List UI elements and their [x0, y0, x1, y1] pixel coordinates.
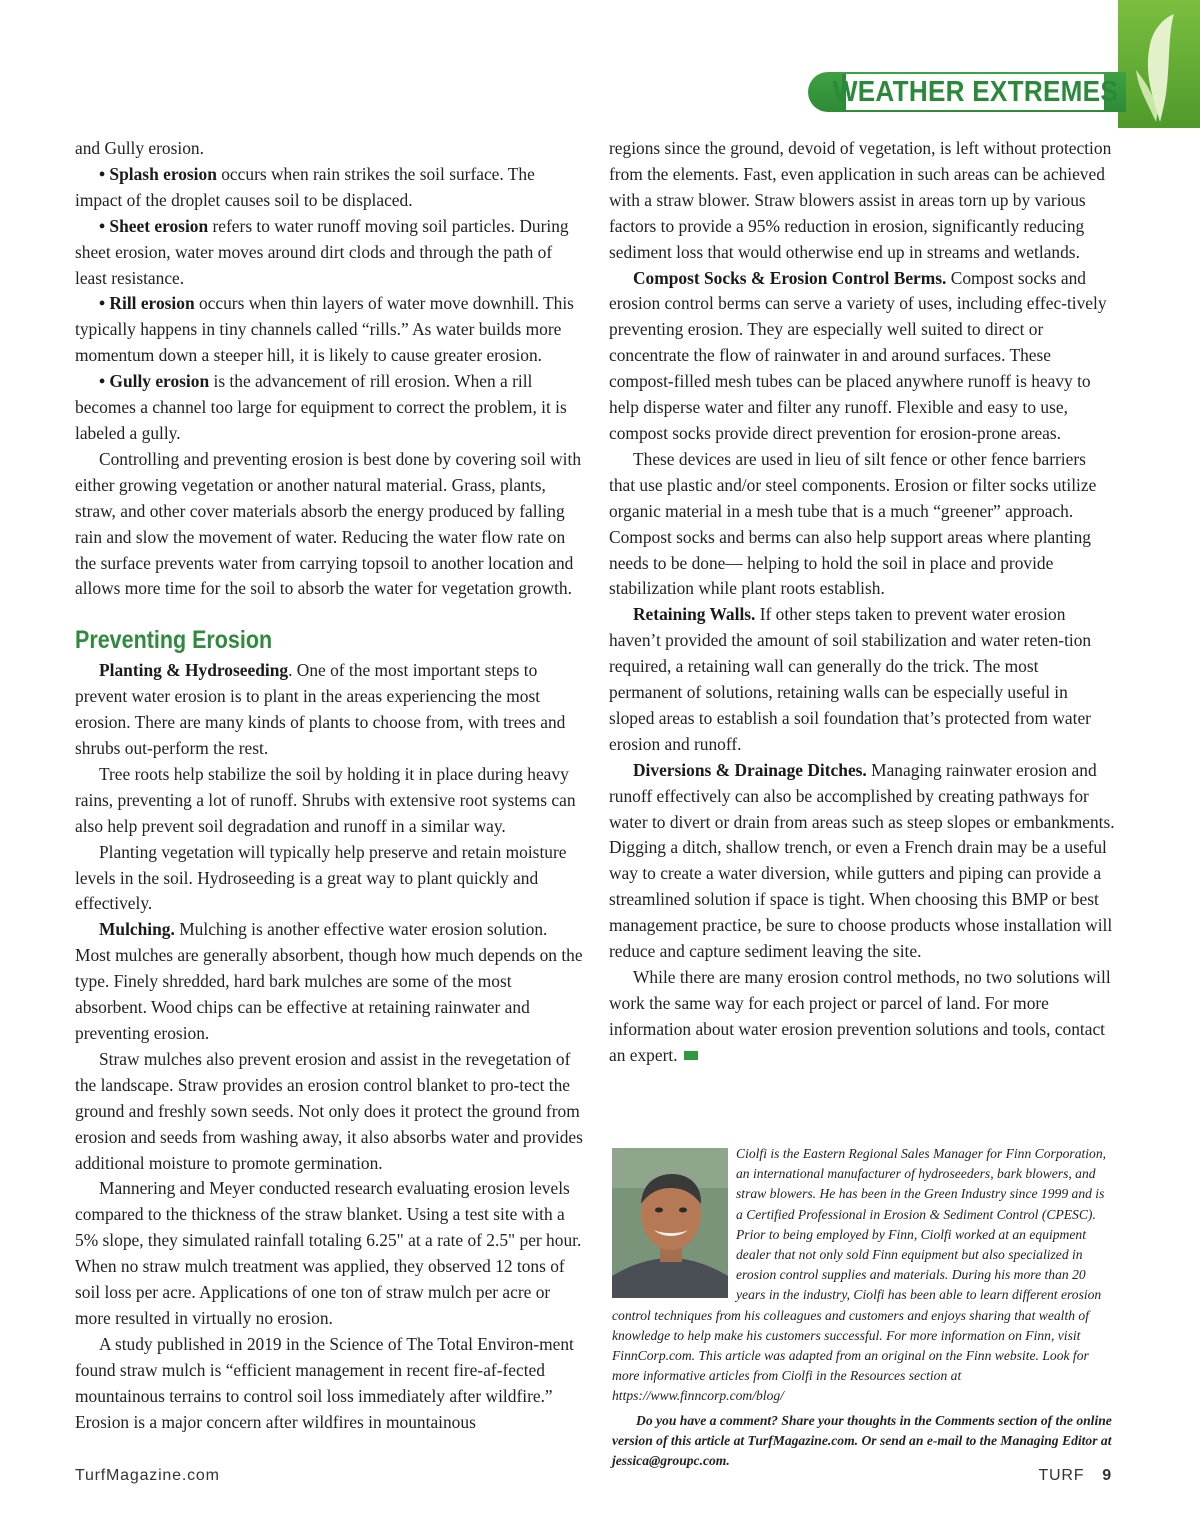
term-retaining-walls: Retaining Walls. — [633, 604, 756, 625]
term-sheet-erosion: • Sheet erosion — [99, 215, 209, 236]
paragraph: and Gully erosion. — [75, 138, 204, 158]
footer-magazine: TURF — [1038, 1467, 1085, 1484]
paragraph-planting — [75, 658, 583, 762]
paragraph-text: . One of the most important steps to prevent water erosion is to plant in the areas experiencing the most erosion. There are many kinds of plants to choose from, with trees and shrubs out-perform the rest. — [75, 660, 566, 759]
author-portrait-icon — [612, 1148, 728, 1298]
paragraph: regions since the ground, devoid of vegetation, is left without protection from the elements. Fast, even application in such areas can be achieved with a straw blower. Straw blowers assist in areas torn up by various factors to provide a 95% reduction in erosion, significantly reducing sediment loss that would otherwise end up in streams and wetlands. — [609, 138, 1112, 262]
term-splash-erosion: • Splash erosion — [99, 163, 217, 184]
paragraph: These devices are used in lieu of silt fence or other fence barriers that use plastic and/or steel components. Erosion or filter socks utilize organic material in a mesh tube that is a much “greener” approach. Compost socks and berms can also help support areas where planting needs to be done— helping to hold the soil in place and provide stabilization while plant roots establish. — [609, 448, 1097, 599]
paragraph: Planting vegetation will typically help preserve and retain moisture levels in the soil. Hydroseeding is a great way to plant quickly and effectively. — [75, 841, 567, 914]
paragraph-text: Compost socks and erosion control berms can serve a variety of uses, including effec-tively preventing erosion. They are especially well suited to direct or concentrate the flow of rainwater in and around surfaces. These compost-filled mesh tubes can be placed anywhere runoff is heavy to help disperse water and filter any runoff. Flexible and easy to use, compost socks provide direct prevention for erosion-prone areas. — [609, 267, 1107, 443]
paragraph-mulching — [75, 917, 583, 1047]
paragraph: Straw mulches also prevent erosion and assist in the revegetation of the landscape. Straw provides an erosion control blanket to pro-tect the ground and freshly sown seeds. Not only does it protect the ground from erosion and seeds from washing away, it also absorbs water and provides additional moisture to promote germination. — [75, 1048, 583, 1173]
bullet-rill-erosion — [75, 291, 583, 369]
bullet-text: refers to water runoff moving soil particles. During sheet erosion, water moves around dirt clods and through the path of least resistance. — [75, 215, 569, 288]
bullet-gully-erosion — [75, 369, 583, 447]
leaf-icon — [1130, 14, 1186, 124]
section-banner — [800, 0, 1200, 130]
paragraph: Mannering and Meyer conducted research evaluating erosion levels compared to the thickness of the straw blanket. Using a test site with a 5% slope, they simulated rainfall totaling 6.25" at a rate of 2.5" per hour. When no straw mulch treatment was applied, they observed 12 tons of soil loss per acre. Applications of one ton of straw mulch per acre or more resulted in virtually no erosion. — [75, 1178, 582, 1328]
author-bio — [612, 1144, 1112, 1471]
paragraph: Controlling and preventing erosion is best done by covering soil with either growing vegetation or another natural material. Grass, plants, straw, and other cover materials absorb the energy produced by falling rain and slow the movement of water. Reducing the water flow rate on the surface prevents water from carrying topsoil to another location and allows more time for the soil to absorb the water for vegetation growth. — [75, 448, 582, 599]
term-compost-socks: Compost Socks & Erosion Control Berms. — [633, 267, 947, 288]
left-column — [75, 136, 583, 1436]
bullet-text: occurs when rain strikes the soil surface. The impact of the droplet causes soil to be displaced. — [75, 163, 535, 210]
comment-prompt: Do you have a comment? Share your thoughts in the Comments section of the online version of this article at TurfMagazine.com. Or send an e-mail to the Managing Editor at jessica@groupc.com. — [612, 1412, 1112, 1469]
bullet-text: is the advancement of rill erosion. When a rill becomes a channel too large for equipment to correct the problem, it is labeled a gully. — [75, 371, 567, 443]
term-mulching: Mulching. — [99, 919, 175, 940]
bullet-splash-erosion — [75, 162, 583, 214]
paragraph-text: While there are many erosion control methods, no two solutions will work the same way for each project or parcel of land. For more information about water erosion prevention solutions and tools, contact an expert. — [609, 967, 1111, 1065]
footer-site: TurfMagazine.com — [75, 1467, 220, 1484]
term-rill-erosion: • Rill erosion — [99, 293, 195, 314]
section-title: WEATHER EXTREMES — [832, 75, 1118, 108]
paragraph-closing — [609, 965, 1115, 1069]
paragraph-text: Managing rainwater erosion and runoff effectively can also be accomplished by creating pathways for water to divert or drain from areas such as steep slopes or embankments. Digging a ditch, shallow trench, or even a French drain may be a useful way to create a water diversion, while gutters and piping can provide a streamlined solution if space is tight. When choosing this BMP or best management practice, be sure to choose products whose installation will reduce and capture sediment leaving the site. — [609, 759, 1115, 962]
paragraph: Tree roots help stabilize the soil by holding it in place during heavy rains, preventing a lot of runoff. Shrubs with extensive root systems can also help prevent soil degradation and runoff in a similar way. — [75, 763, 576, 836]
paragraph: A study published in 2019 in the Science of The Total Environ-ment found straw mulch is “efficient management in recent fire-af-fected mountainous terrains to control soil loss immediately after wildfire.” Erosion is a major concern after wildfires in mountainous — [75, 1333, 574, 1432]
subheading-preventing-erosion: Preventing Erosion — [75, 626, 273, 655]
paragraph-text: If other steps taken to prevent water erosion haven’t provided the amount of soil stabilization and water reten-tion required, a retaining wall can generally do the trick. The most permanent of solutions, retaining walls can be especially useful in sloped areas to establish a soil foundation that’s protected from water erosion and runoff. — [609, 604, 1092, 754]
bullet-sheet-erosion — [75, 214, 583, 292]
paragraph-diversions — [609, 758, 1115, 965]
page-number: 9 — [1102, 1467, 1112, 1484]
paragraph-compost-socks — [609, 266, 1115, 447]
paragraph-text: Mulching is another effective water erosion solution. Most mulches are generally absorbent, though how much depends on the type. Finely shredded, hard bark mulches are some of the most absorbent. Wood chips can be effective at retaining rainwater and preventing erosion. — [75, 919, 583, 1043]
term-planting-hydroseeding: Planting & Hydroseeding — [99, 660, 289, 681]
end-mark-icon — [684, 1051, 698, 1060]
bullet-text: occurs when thin layers of water move downhill. This typically happens in tiny channels called “rills.” As water builds more momentum down a steeper hill, it is likely to cause greater erosion. — [75, 293, 574, 366]
paragraph-retaining-walls — [609, 602, 1115, 757]
term-diversions-drainage: Diversions & Drainage Ditches. — [633, 759, 867, 780]
author-photo — [612, 1148, 728, 1298]
bio-text: Ciolfi is the Eastern Regional Sales Manager for Finn Corporation, an international manufacturer of hydroseeders, bark blowers, and straw blowers. He has been in the Green Industry since 1999 and is a Certified Professional in Erosion & Sediment Control (CPESC). Prior to being employed by Finn, Ciolfi worked at an equipment dealer that not only sold Finn equipment but also specialized in erosion control supplies and materials. During his more than 20 years in the industry, Ciolfi has been able to learn different erosion control techniques from his colleagues and customers and enjoys sharing that wealth of knowledge to help make his customers successful. For more information on Finn, visit FinnCorp.com. This article was adapted from an original on the Finn website. Look for more informative articles from Ciolfi in the Resources section at https://www.finncorp.com/blog/ — [612, 1146, 1107, 1404]
banner-title-box — [832, 74, 1118, 110]
term-gully-erosion: • Gully erosion — [99, 371, 210, 392]
footer-right — [1038, 1467, 1112, 1485]
right-column — [609, 136, 1115, 1069]
